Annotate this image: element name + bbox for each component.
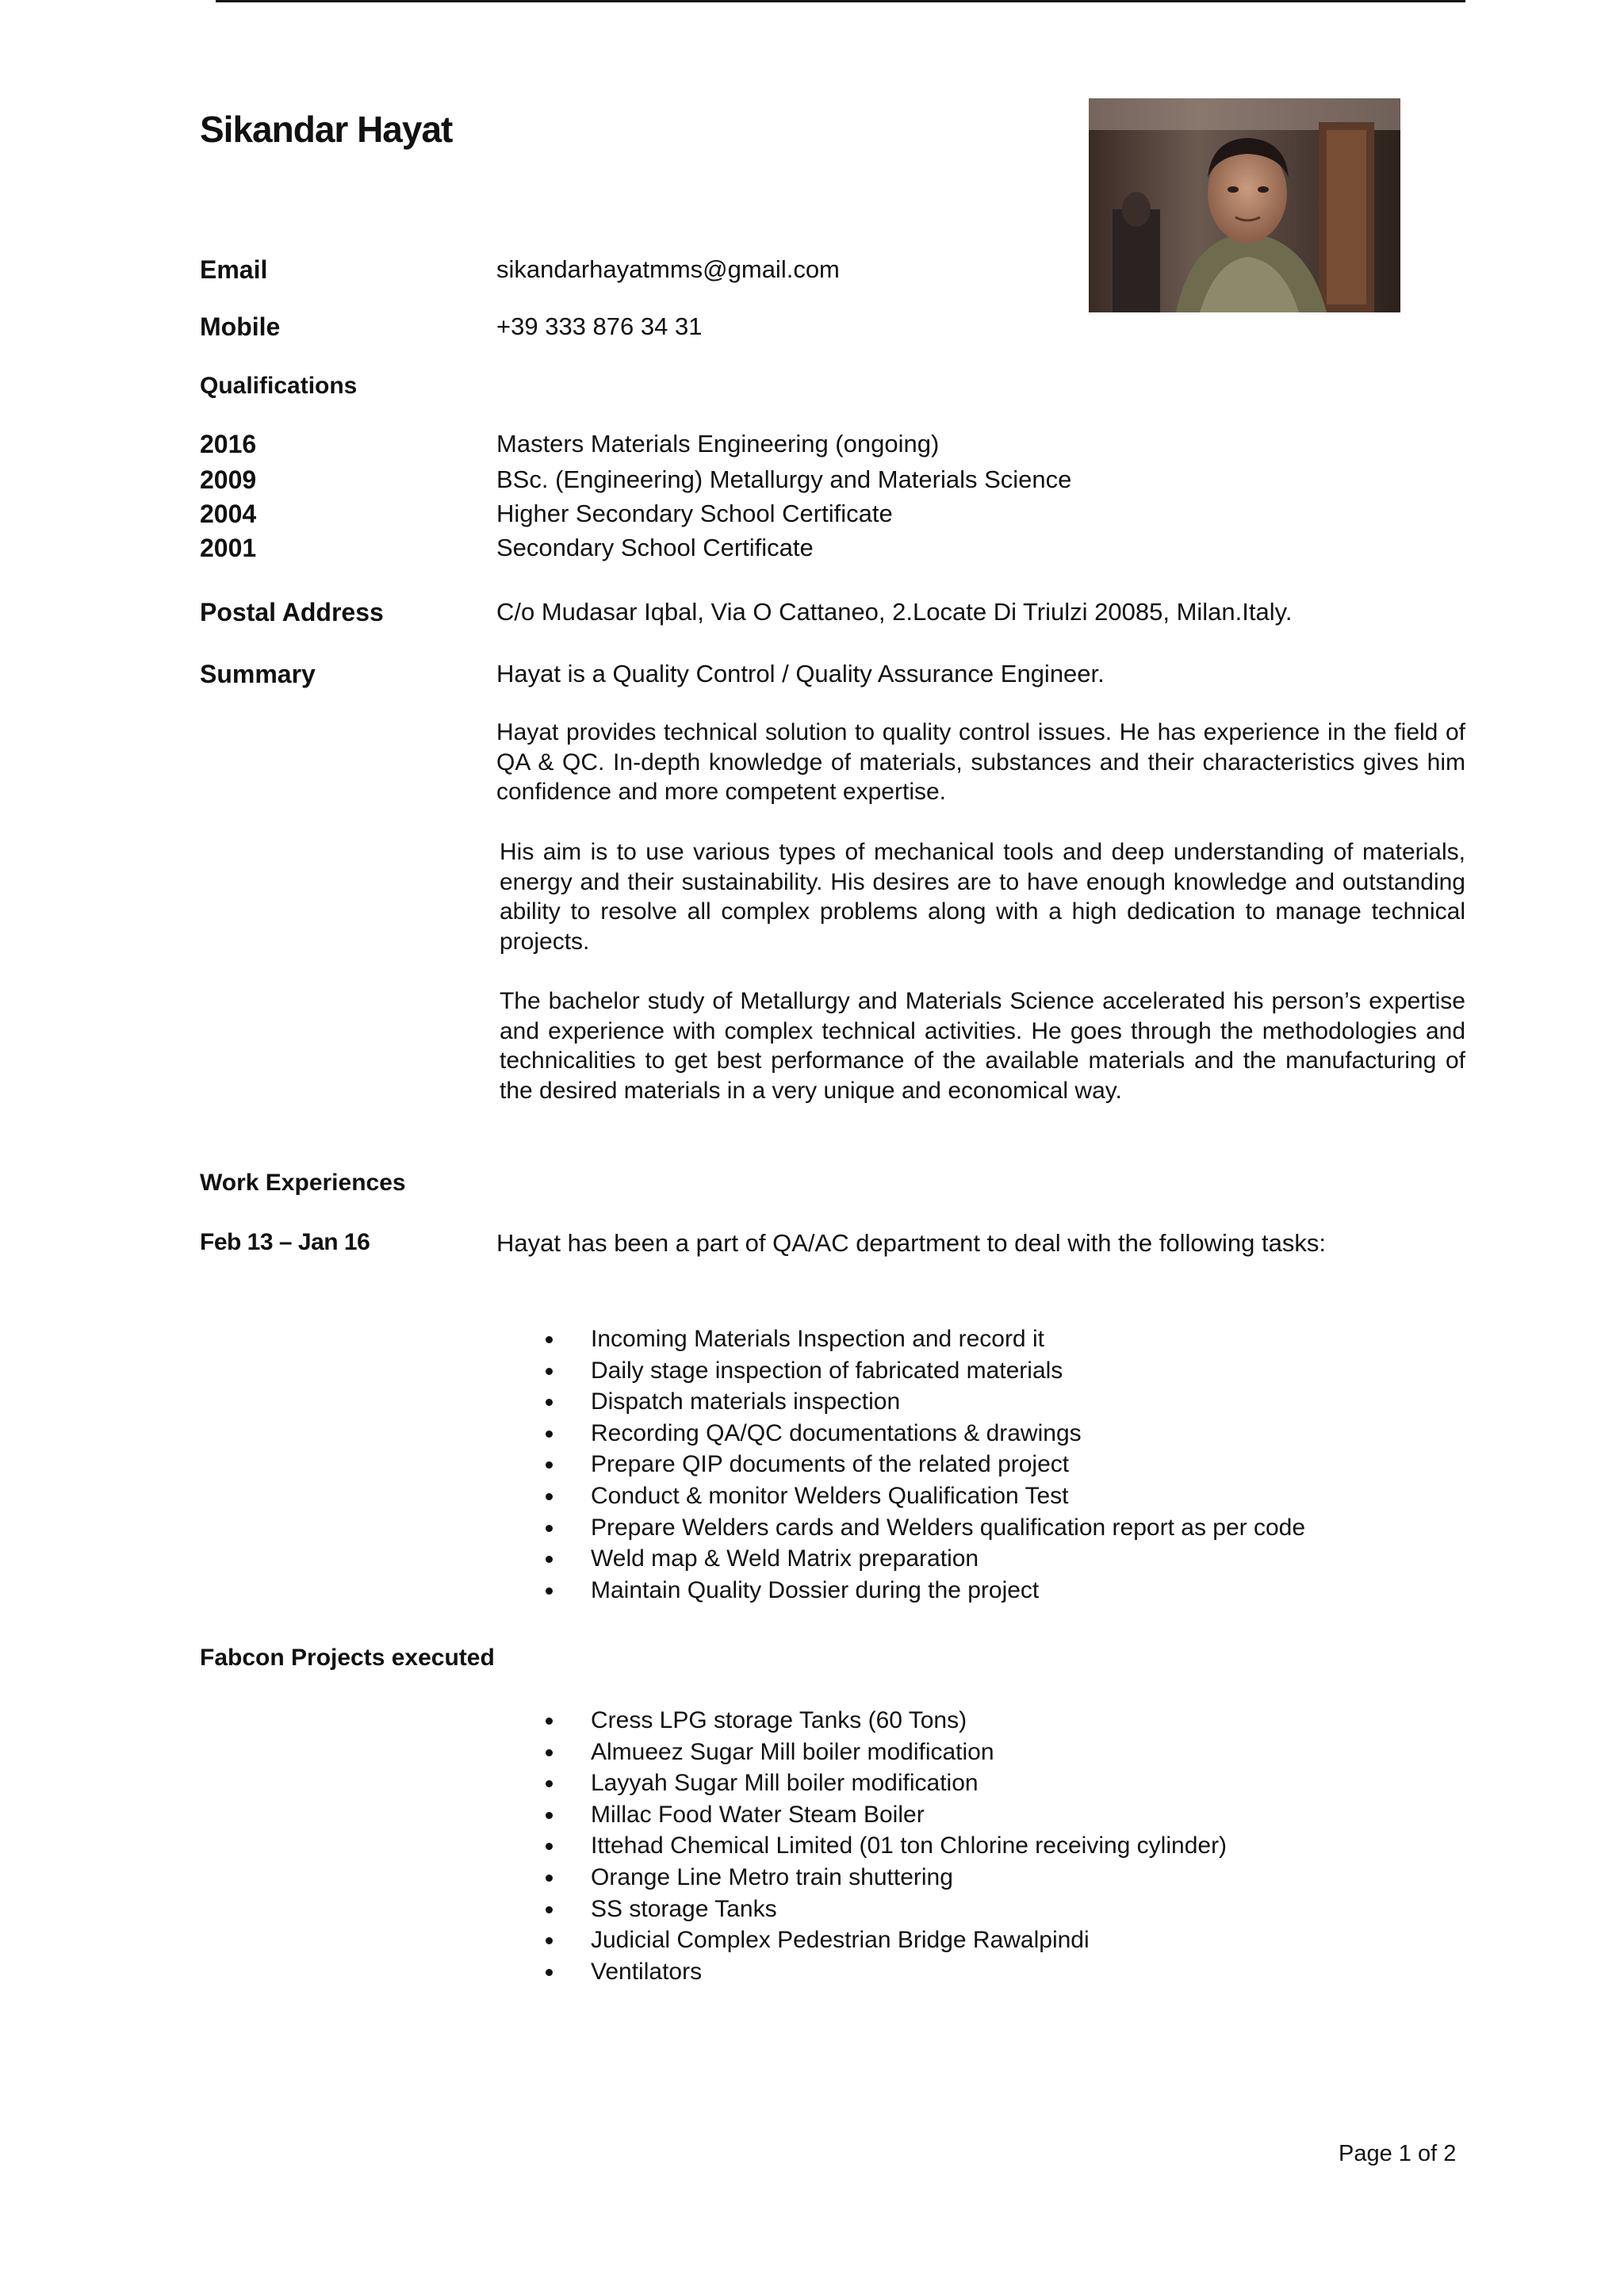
work-description: Hayat has been a part of QA/AC department to deal with the following tasks: bbox=[496, 1229, 1326, 1257]
projects-heading: Fabcon Projects executed bbox=[200, 1645, 495, 1671]
profile-photo bbox=[1089, 98, 1400, 312]
summary-label: Summary bbox=[200, 660, 316, 688]
list-item: Millac Food Water Steam Boiler bbox=[539, 1799, 1227, 1831]
list-item: Ventilators bbox=[539, 1956, 1227, 1988]
qualification-title: BSc. (Engineering) Metallurgy and Materials Science bbox=[496, 465, 1072, 493]
email-value: sikandarhayatmms@gmail.com bbox=[496, 255, 840, 283]
candidate-name: Sikandar Hayat bbox=[200, 109, 453, 150]
list-item: Almueez Sugar Mill boiler modification bbox=[539, 1737, 1227, 1768]
list-item: Daily stage inspection of fabricated materials bbox=[539, 1355, 1305, 1387]
qualification-title: Higher Secondary School Certificate bbox=[496, 500, 893, 527]
list-item: Maintain Quality Dossier during the project bbox=[539, 1575, 1305, 1607]
qualification-year: 2004 bbox=[200, 500, 257, 528]
list-item: Prepare Welders cards and Welders qualification report as per code bbox=[539, 1512, 1305, 1544]
work-task-list bbox=[539, 1323, 1305, 1606]
list-item: Incoming Materials Inspection and record it bbox=[539, 1323, 1305, 1355]
qualifications-heading: Qualifications bbox=[200, 373, 358, 399]
top-rule bbox=[216, 0, 1465, 2]
list-item: Ittehad Chemical Limited (01 ton Chlorine receiving cylinder) bbox=[539, 1830, 1227, 1862]
qualification-year: 2009 bbox=[200, 465, 257, 494]
mobile-label: Mobile bbox=[200, 312, 281, 341]
list-item: Layyah Sugar Mill boiler modification bbox=[539, 1767, 1227, 1799]
qualification-title: Secondary School Certificate bbox=[496, 534, 814, 561]
mobile-value: +39 333 876 34 31 bbox=[496, 312, 703, 340]
summary-paragraph: His aim is to use various types of mechanical tools and deep understanding of materials, energy and their sustainability. His desires are to have enough knowledge and outstanding ability to resolve all complex problems along with a high dedication to manage technical projects. bbox=[500, 839, 1465, 955]
work-experience-heading: Work Experiences bbox=[200, 1170, 406, 1196]
summary-paragraph: Hayat provides technical solution to quality control issues. He has experience in the field of QA & QC. In-depth knowledge of materials, substances and their characteristics gives him confidence and more competent expertise. bbox=[496, 719, 1465, 805]
list-item: Conduct & monitor Welders Qualification Test bbox=[539, 1480, 1305, 1512]
summary-paragraph: The bachelor study of Metallurgy and Materials Science accelerated his person’s expertise and experience with complex technical activities. He goes through the methodologies and technicalities to get best performance of the available materials and the manufacturing of the desired materials in a very unique and economical way. bbox=[500, 988, 1465, 1104]
qualification-year: 2016 bbox=[200, 430, 257, 458]
page-number: Page 1 of 2 bbox=[1339, 2141, 1457, 2166]
list-item: Weld map & Weld Matrix preparation bbox=[539, 1543, 1305, 1575]
list-item: Prepare QIP documents of the related project bbox=[539, 1449, 1305, 1480]
list-item: Dispatch materials inspection bbox=[539, 1386, 1305, 1418]
project-list bbox=[539, 1705, 1227, 1987]
email-label: Email bbox=[200, 255, 268, 284]
list-item: SS storage Tanks bbox=[539, 1894, 1227, 1925]
list-item: Cress LPG storage Tanks (60 Tons) bbox=[539, 1705, 1227, 1737]
list-item: Orange Line Metro train shuttering bbox=[539, 1862, 1227, 1894]
summary-intro: Hayat is a Quality Control / Quality Assurance Engineer. bbox=[496, 660, 1105, 687]
postal-address-value: C/o Mudasar Iqbal, Via O Cattaneo, 2.Locate Di Triulzi 20085, Milan.Italy. bbox=[496, 598, 1293, 626]
qualification-year: 2001 bbox=[200, 534, 257, 562]
qualification-title: Masters Materials Engineering (ongoing) bbox=[496, 430, 940, 458]
list-item: Recording QA/QC documentations & drawings bbox=[539, 1418, 1305, 1450]
postal-address-label: Postal Address bbox=[200, 598, 384, 626]
work-period: Feb 13 – Jan 16 bbox=[200, 1229, 370, 1255]
list-item: Judicial Complex Pedestrian Bridge Rawalpindi bbox=[539, 1924, 1227, 1956]
